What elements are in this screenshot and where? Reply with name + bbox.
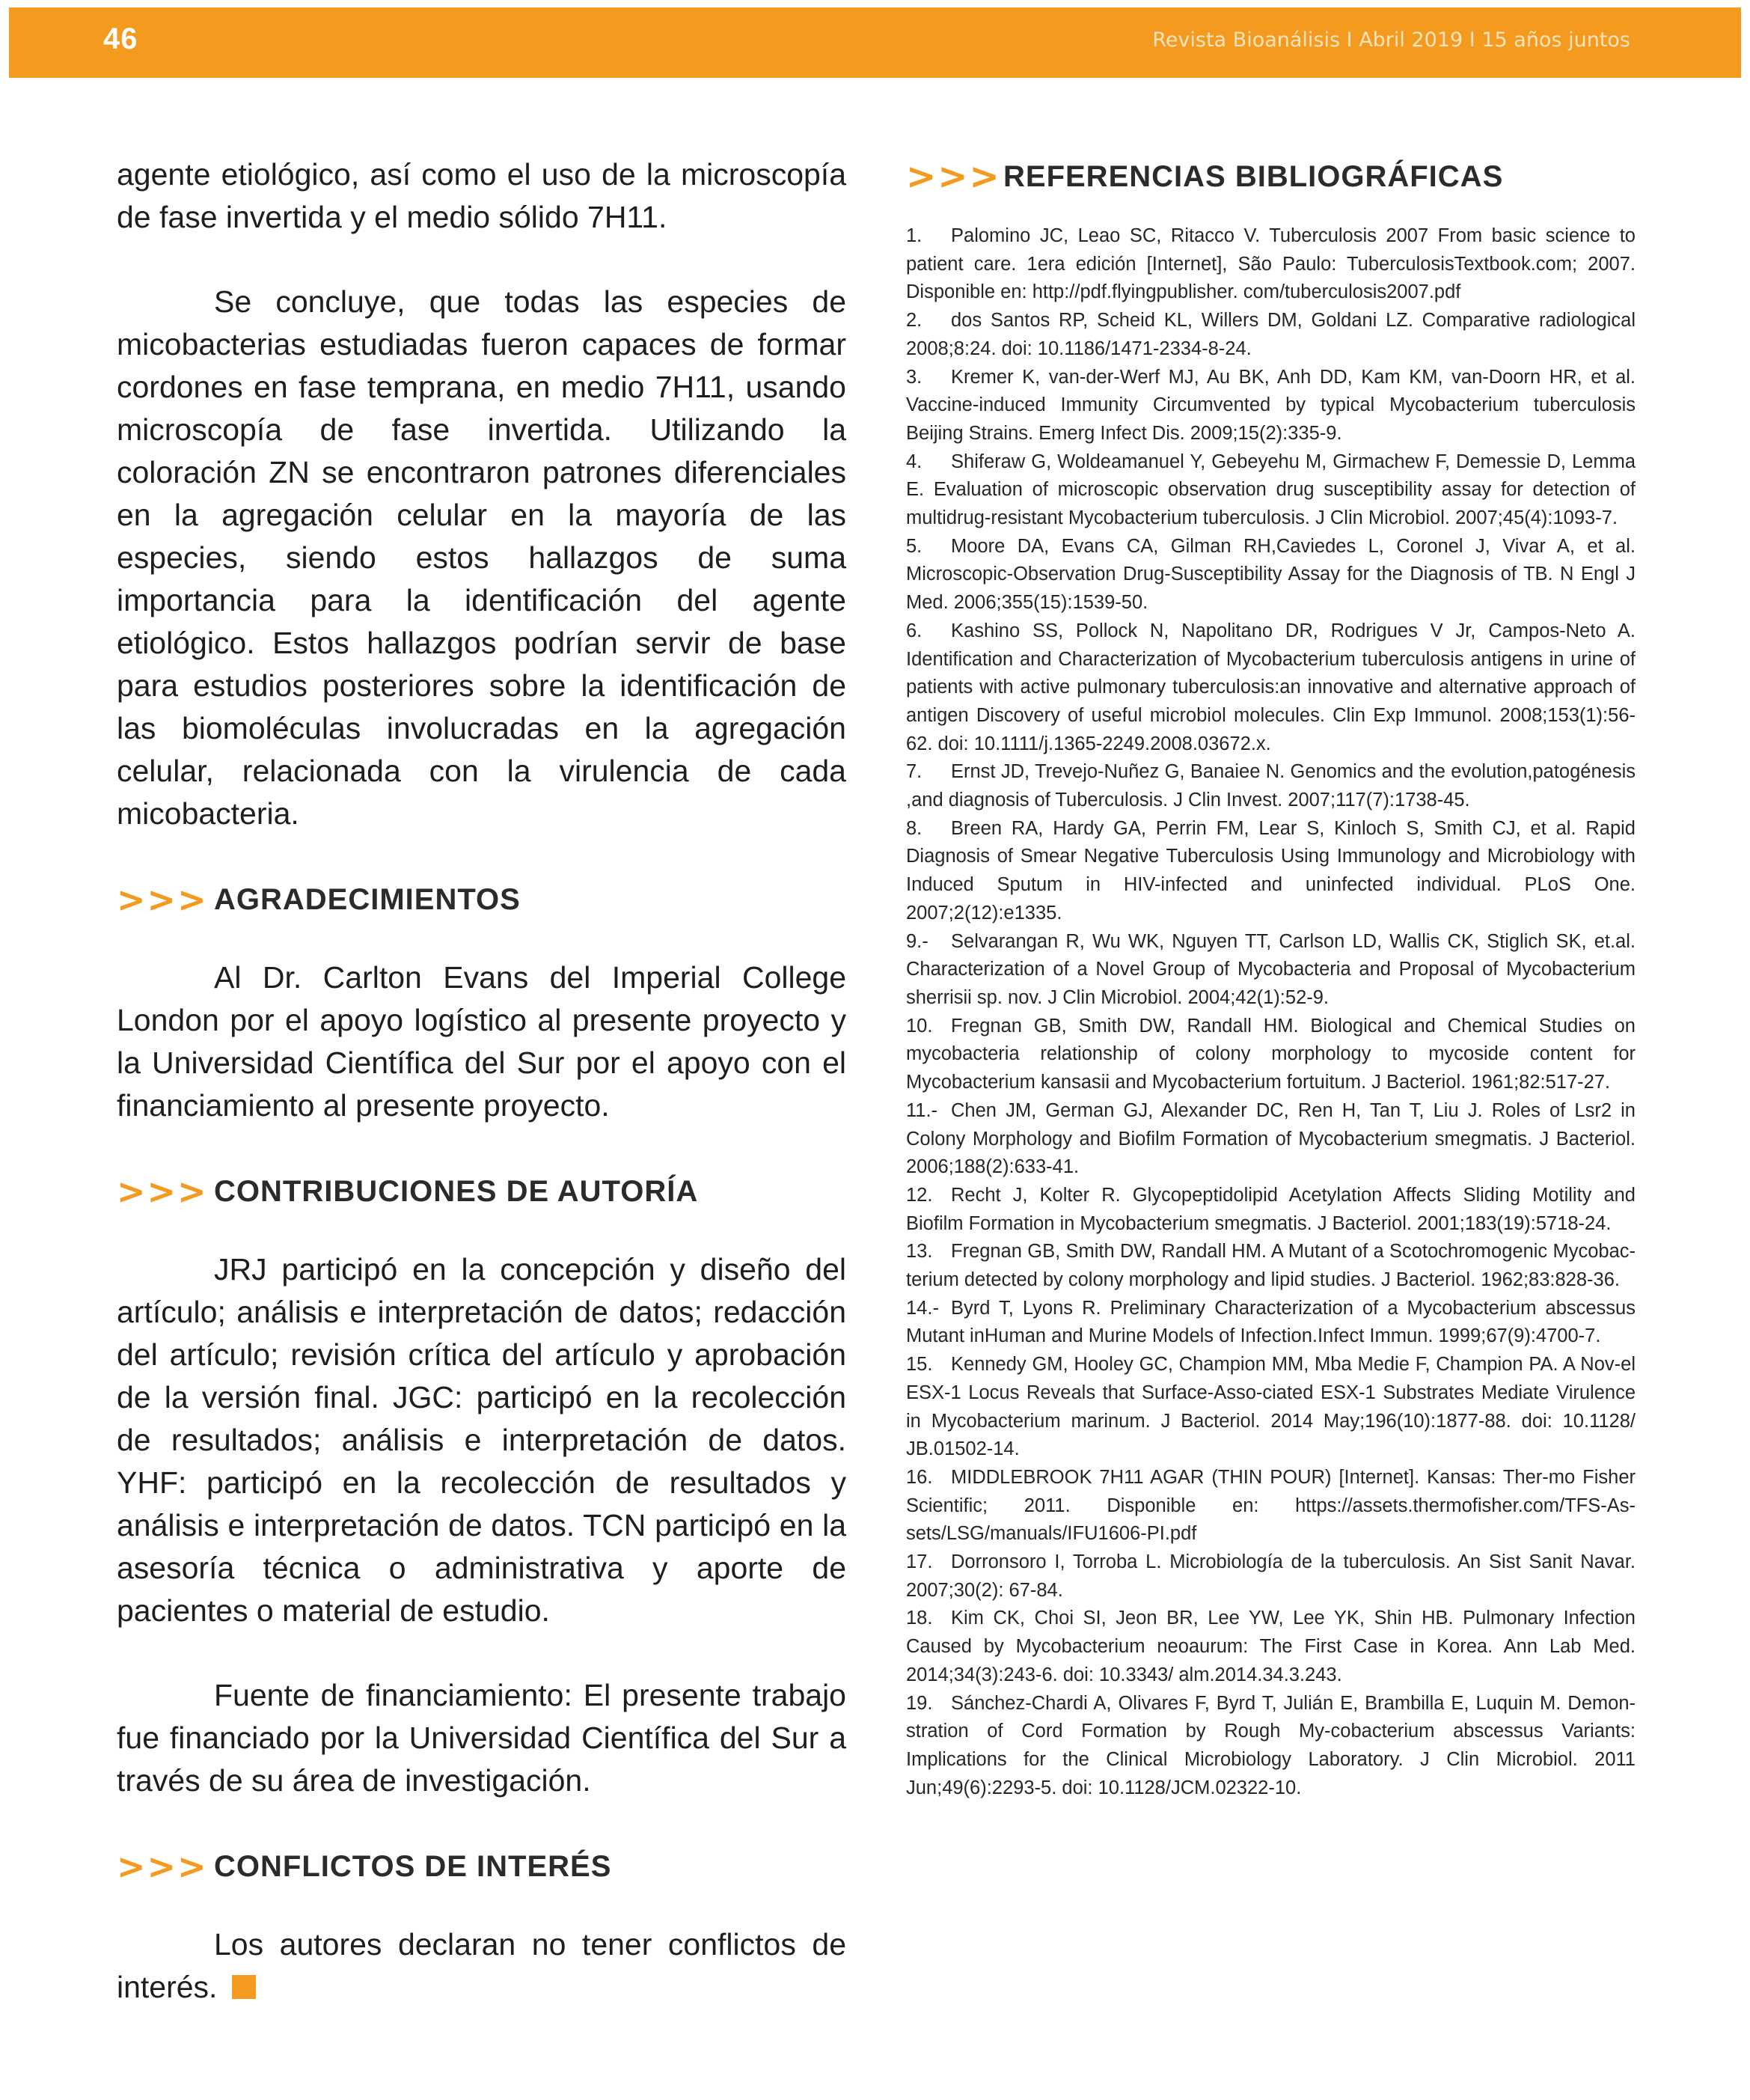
conflictos-text: Los autores declaran no tener conflictos de interés. (117, 1927, 846, 2004)
reference-number: 4. (906, 451, 923, 472)
paragraph-financiamiento: Fuente de financiamiento: El presente trabajo fue financiado por la Universidad Científica del Sur a través de su área de investigación. (117, 1678, 846, 1798)
reference-number: 18. (906, 1608, 933, 1629)
reference-number: 7. (906, 761, 923, 783)
reference-number: 17. (906, 1551, 933, 1573)
reference-number: 19. (906, 1692, 933, 1714)
section-conflictos (117, 1844, 846, 1889)
paragraph-continuation: agente etiológico, así como el uso de la microscopía de fase invertida y el medio sólido 7H11. (117, 157, 846, 234)
section-title: REFERENCIAS BIBLIOGRÁFICAS (1003, 159, 1504, 193)
chevron-icon: >>> (117, 1846, 208, 1887)
header-bar (9, 7, 1741, 78)
section-contribuciones (117, 1169, 846, 1214)
reference-item (906, 1182, 1636, 1238)
reference-item (906, 1605, 1636, 1689)
reference-text: MIDDLEBROOK 7H11 AGAR (THIN POUR) [Internet]. Kansas: Ther-mo Fisher Scientific; 2011. Disponible en: https://assets.thermofisher.com/TFS-As-sets/LSG/manuals/IFU1606-PI.pdf (906, 1466, 1636, 1545)
reference-number: 11.- (906, 1099, 938, 1121)
reference-item (906, 448, 1636, 533)
reference-number: 2. (906, 310, 923, 332)
reference-text: Kashino SS, Pollock N, Napolitano DR, Rodrigues V Jr, Campos-Neto A. Identification and Characterization of Mycobacterium tuberculosis antigens in urine of patients with active pulmonary tuberculosis:an innovative and alternative approach of antigen Discovery of useful microbiol molecules. Clin Exp Immunol. 2008;153(1):56-62. doi: 10.1111/j.1365-2249.2008.03672.x. (906, 620, 1636, 754)
reference-item (906, 1013, 1636, 1097)
reference-number: 6. (906, 620, 923, 641)
reference-text: Kremer K, van-der-Werf MJ, Au BK, Anh DD, Kam KM, van-Doorn HR, et al. Vaccine-induced Immunity Circumvented by typical Mycobacterium tuberculosis Beijing Strains. Emerg Infect Dis. 2009;15(2):335-9. (906, 366, 1636, 444)
reference-number: 16. (906, 1466, 933, 1488)
reference-number: 5. (906, 535, 923, 557)
right-column (906, 153, 1636, 1802)
reference-list (906, 222, 1636, 1802)
reference-number: 15. (906, 1354, 933, 1376)
section-title: CONFLICTOS DE INTERÉS (214, 1849, 612, 1883)
paragraph-conflictos (117, 1923, 846, 2009)
reference-number: 14.- (906, 1297, 939, 1319)
reference-item (906, 1097, 1636, 1182)
reference-text: Shiferaw G, Woldeamanuel Y, Gebeyehu M, Girmachew F, Demessie D, Lemma E. Evaluation of microscopic observation drug susceptibility assay for detection of multidrug-resistant Mycobacterium tuberculosis. J Clin Microbiol. 2007;45(4):1093-7. (906, 451, 1636, 529)
chevron-icon: >>> (117, 1170, 208, 1212)
reference-text: Moore DA, Evans CA, Gilman RH,Caviedes L, Coronel J, Vivar A, et al. Microscopic-Observation Drug-Susceptibility Assay for the Diagnosis of TB. N Engl J Med. 2006;355(15):1539-50. (906, 535, 1636, 614)
reference-item (906, 1690, 1636, 1803)
reference-item (906, 1548, 1636, 1605)
paragraph-agradecimientos: Al Dr. Carlton Evans del Imperial College London por el apoyo logístico al presente proyecto y la Universidad Científica del Sur por el apoyo con el financiamiento al presente proyecto. (117, 960, 846, 1123)
section-title: AGRADECIMIENTOS (214, 882, 521, 916)
left-column (117, 153, 846, 2009)
reference-number: 12. (906, 1184, 933, 1206)
reference-text: Fregnan GB, Smith DW, Randall HM. A Mutant of a Scotochromogenic Mycobac-terium detected by colony morphology and lipid studies. J Bacteriol. 1962;83:828-36. (906, 1241, 1636, 1291)
reference-number: 13. (906, 1241, 933, 1263)
end-square-icon (232, 1975, 256, 1999)
reference-number: 3. (906, 366, 923, 388)
running-head: Revista Bioanálisis I Abril 2019 I 15 años juntos (1152, 28, 1630, 52)
reference-text: Palomino JC, Leao SC, Ritacco V. Tuberculosis 2007 From basic science to patient care. 1era edición [Internet], São Paulo: TuberculosisTextbook.com; 2007. Disponible en: http://pdf.flyingpublisher. com/tuberculosis2007.pdf (906, 225, 1636, 303)
reference-text: Selvarangan R, Wu WK, Nguyen TT, Carlson LD, Wallis CK, Stiglich SK, et.al. Characterization of a Novel Group of Mycobacteria and Proposal of Mycobacterium sherrisii sp. nov. J Clin Microbiol. 2004;42(1):52-9. (906, 930, 1636, 1008)
reference-item (906, 1295, 1636, 1351)
chevron-icon: >>> (117, 879, 208, 920)
paragraph-contribuciones: JRJ participó en la concepción y diseño del artículo; análisis e interpretación de datos; redacción del artículo; revisión crítica del artículo y aprobación de la versión final. JGC: participó en la recolección de resultados; análisis e interpretación de datos. YHF: participó en la recolección de resultados y análisis e interpretación de datos. TCN participó en la asesoría técnica o administrativa y aporte de pacientes o material de estudio. (117, 1252, 846, 1628)
reference-number: 8. (906, 817, 923, 839)
reference-text: dos Santos RP, Scheid KL, Willers DM, Goldani LZ. Comparative radiological 2008;8:24. doi: 10.1186/1471-2334-8-24. (906, 310, 1636, 359)
reference-item (906, 1351, 1636, 1464)
chevron-icon: >>> (906, 156, 1001, 198)
reference-item (906, 758, 1636, 814)
reference-item (906, 617, 1636, 759)
reference-text: Ernst JD, Trevejo-Nuñez G, Banaiee N. Genomics and the evolution,patogénesis ,and diagnosis of Tuberculosis. J Clin Invest. 2007;117(7):1738-45. (906, 761, 1636, 811)
reference-number: 9.- (906, 930, 928, 952)
reference-item (906, 364, 1636, 448)
reference-text: Fregnan GB, Smith DW, Randall HM. Biological and Chemical Studies on mycobacteria relationship of colony morphology to mycoside content for Mycobacterium kansasii and Mycobacterium fortuitum. J Bacteriol. 1961;82:517-27. (906, 1015, 1636, 1093)
reference-number: 10. (906, 1015, 933, 1037)
page-number: 46 (103, 22, 138, 55)
reference-item (906, 307, 1636, 363)
reference-item (906, 1238, 1636, 1294)
reference-text: Byrd T, Lyons R. Preliminary Characterization of a Mycobacterium abscessus Mutant inHuman and Murine Models of Infection.Infect Immun. 1999;67(9):4700-7. (906, 1297, 1636, 1347)
reference-item (906, 533, 1636, 617)
reference-text: Breen RA, Hardy GA, Perrin FM, Lear S, Kinloch S, Smith CJ, et al. Rapid Diagnosis of Smear Negative Tuberculosis Using Immunology and Microbiology with Induced Sputum in HIV-infected and uninfected individual. PLoS One. 2007;2(12):e1335. (906, 817, 1636, 924)
section-agradecimientos (117, 877, 846, 922)
reference-item (906, 222, 1636, 307)
reference-text: Sánchez-Chardi A, Olivares F, Byrd T, Julián E, Brambilla E, Luquin M. Demon-stration of Cord Formation by Rough My-cobacterium abscessus Variants: Implications for the Clinical Microbiology Laboratory. J Clin Microbiol. 2011 Jun;49(6):2293-5. doi: 10.1128/JCM.02322-10. (906, 1692, 1636, 1798)
reference-text: Recht J, Kolter R. Glycopeptidolipid Acetylation Affects Sliding Motility and Biofilm Formation in Mycobacterium smegmatis. J Bacteriol. 2001;183(19):5718-24. (906, 1184, 1636, 1234)
reference-item (906, 815, 1636, 928)
paragraph-conclusion: Se concluye, que todas las especies de micobacterias estudiadas fueron capaces de formar cordones en fase temprana, en medio 7H11, usando microscopía de fase invertida. Utilizando la coloración ZN se encontraron patrones diferenciales en la agregación celular en la mayoría de las especies, siendo estos hallazgos de suma importancia para la identificación del agente etiológico. Estos hallazgos podrían servir de base para estudios posteriores sobre la identificación de las biomoléculas involucradas en la agregación celular, relacionada con la virulencia de cada micobacteria. (117, 284, 846, 831)
reference-text: Kennedy GM, Hooley GC, Champion MM, Mba Medie F, Champion PA. A Nov-el ESX-1 Locus Reveals that Surface-Asso-ciated ESX-1 Substrates Mediate Virulence in Mycobacterium marinum. J Bacteriol. 2014 May;196(10):1877-88. doi: 10.1128/ JB.01502-14. (906, 1354, 1636, 1460)
reference-text: Dorronsoro I, Torroba L. Microbiología de la tuberculosis. An Sist Sanit Navar. 2007;30(2): 67-84. (906, 1551, 1636, 1601)
reference-number: 1. (906, 225, 923, 246)
section-referencias (906, 153, 1636, 200)
reference-item (906, 1464, 1636, 1548)
reference-text: Kim CK, Choi SI, Jeon BR, Lee YW, Lee YK, Shin HB. Pulmonary Infection Caused by Mycobacterium neoaurum: The First Case in Korea. Ann Lab Med. 2014;34(3):243-6. doi: 10.3343/ alm.2014.34.3.243. (906, 1608, 1636, 1685)
section-title: CONTRIBUCIONES DE AUTORÍA (214, 1174, 699, 1208)
reference-text: Chen JM, German GJ, Alexander DC, Ren H, Tan T, Liu J. Roles of Lsr2 in Colony Morphology and Biofilm Formation of Mycobacterium smegmatis. J Bacteriol. 2006;188(2):633-41. (906, 1099, 1636, 1178)
reference-item (906, 928, 1636, 1013)
